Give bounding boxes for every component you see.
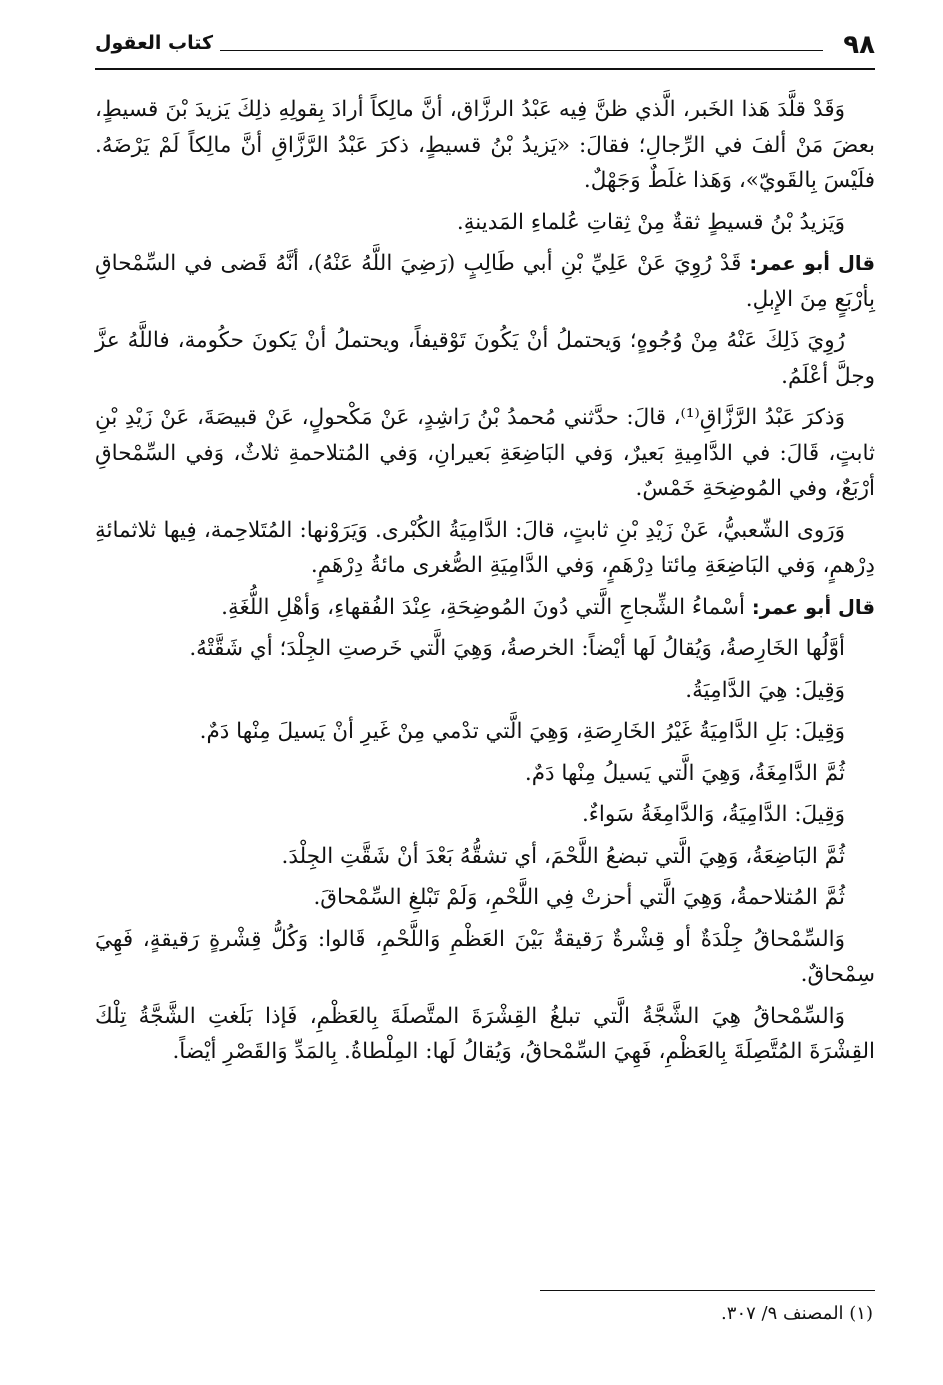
body-text (95, 92, 875, 1076)
paragraph (95, 880, 875, 916)
paragraph-text: وَقِيلَ: هِيَ الدَّامِيَةُ. (685, 677, 845, 703)
paragraph-text: ثُمَّ الدَّامِغَةُ، وَهِيَ الَّتي يَسيلُ مِنْها دَمٌ. (524, 760, 845, 786)
paragraph-text: وَالسِّمْحاقُ هِيَ الشَّجَّةُ الَّتي تبلغُ القِشْرَةَ المتَّصلَةَ بِالعَظْمِ، فَإذا بَلَغتِ الشَّجَّةُ تِلْكَ القِشْرَةَ المُتَّصِلَةَ بِالعَظْمِ، فَهِيَ السِّمْحاقُ، وَيُقالُ لَها: المِلْطاةُ. بِالمَدِّ وَالقَصْرِ أيْضاً. (95, 1003, 875, 1064)
paragraph-text: وَقِيلَ: بَلِ الدَّامِيَةُ غَيْرُ الخَارِصَةِ، وَهِيَ الَّتي تدْمي مِنْ غَيرِ أنْ يَسيلَ مِنْها دَمٌ. (199, 719, 845, 744)
paragraph-text: وَقَدْ قلَّدَ هَذا الخَبر، الَّذي ظنَّ فِيه عَبْدُ الرزَّاق، أنَّ مالِكاً أرادَ بِقولِهِ ذلِكَ يَزيدَ بْنَ قسيطٍ، بعضَ مَنْ ألفَ في الرِّجالِ؛ فقالَ: «يَزيدُ بْنُ قسيطٍ، ذكرَ عَبْدُ الرَّزَّاقِ أنَّ مالِكاً لَمْ يَرْضَهُ. فلَيْسَ بِالقَويّ»، وَهَذا غلَطٌ وَجَهْلٌ. (95, 97, 875, 193)
page-number: ٩٨ (843, 30, 875, 60)
paragraph (95, 714, 875, 750)
paragraph (95, 590, 875, 626)
paragraph (95, 400, 875, 507)
page-header (95, 28, 875, 70)
speaker-label: قال أبو عمر: (751, 595, 875, 619)
header-rule (220, 50, 823, 51)
paragraph-text: أسْماءُ الشِّجاجِ الَّتي دُونَ المُوضِحَةِ، عِنْدَ الفُقهاءِ، وَأهْلِ اللُّغَةِ. (221, 594, 752, 620)
paragraph-text: وَذكرَ عَبْدُ الرَّزَّاقِ⁽¹⁾، قالَ: حدَّثني مُحمدُ بْنُ رَاشِدٍ، عَنْ مَكْحولٍ، عَنْ قبيصَةَ، عَنْ زَيْدِ بْنِ ثابتٍ، قَالَ: في الدَّامِيةِ بَعيرٌ، وَفي البَاضِعَةِ بَعيرانِ، وَفي المُتلاحمةِ ثلاثٌ، وَفي السِّمْحاقِ أرْبَعٌ، وفي المُوضِحَةِ خَمْسٌ. (95, 405, 875, 501)
paragraph (95, 513, 875, 584)
paragraph (95, 756, 875, 792)
paragraph-text: وَالسِّمْحاقُ جِلْدَةٌ أو قِشْرةٌ رَقيقةٌ بَيْنَ العَظْمِ وَاللَّحْمِ، قَالوا: وَكُلُّ قِشْرةٍ رَقيقةٍ، فَهِيَ سِمْحاقٌ. (95, 926, 875, 987)
paragraph (95, 323, 875, 394)
paragraph (95, 246, 875, 317)
paragraph (95, 92, 875, 199)
paragraph-text: ثُمَّ المُتلاحمةُ، وَهِيَ الَّتي أحزتْ فِي اللَّحْمِ، وَلَمْ تَبْلغِ السِّمْحاقَ. (313, 885, 845, 910)
paragraph (95, 673, 875, 709)
paragraph (95, 922, 875, 993)
paragraph-text: وَيَزيدُ بْنُ قسيطٍ ثقةٌ مِنْ ثِقاتِ عُلماءِ المَدينةِ. (456, 209, 845, 235)
paragraph-text: قَدْ رُوِيَ عَنْ عَلِيِّ بْنِ أبي طَالِبٍ (رَضِيَ اللَّهُ عَنْهُ)، أنَّهُ قَضى في السِّمْحاقِ بِأرْبَعٍ مِنَ الإِبلِ. (95, 251, 875, 312)
paragraph (95, 205, 875, 241)
footnote: (١) المصنف ٩/ ٣٠٧. (721, 1303, 873, 1324)
paragraph-text: وَقِيلَ: الدَّامِيَةُ، وَالدَّامِغَةُ سَواءٌ. (581, 802, 845, 827)
paragraph-text: ثُمَّ البَاضِعَةُ، وَهِيَ الَّتي تبضعُ اللَّحْمَ، أي تشقُّهُ بَعْدَ أنْ شَقَّتِ الجِلْدَ. (281, 843, 845, 869)
paragraph (95, 797, 875, 833)
footnote-separator (540, 1290, 875, 1291)
paragraph-text: أوَّلُها الخَارِصةُ، وَيُقالُ لَها أيْضاً: الخرصةُ، وَهِيَ الَّتي خَرصتِ الجِلْدَ؛ أي شَقَّتْهُ. (189, 636, 845, 661)
paragraph (95, 631, 875, 667)
paragraph-text: رُوِيَ ذَلِكَ عَنْهُ مِنْ وُجُوهٍ؛ وَيحتملُ أنْ يَكُونَ تَوْقيفاً، ويحتملُ أنْ يَكونَ حكُومة، فاللَّهُ عزَّ وجلَّ أعْلَمُ. (95, 328, 875, 389)
paragraph-text: وَرَوى الشّعبيُّ، عَنْ زَيْدِ بْنِ ثابتٍ، قالَ: الدَّامِيَةُ الكُبْرى. وَيَرَوْنها: المُتَلاحِمة، فِيها ثلاثمائةِ دِرْهمٍ، وَفي البَاضِعَةِ مِائتا دِرْهَمٍ، وَفي الدَّامِيَةِ الصُّغرى مائةُ دِرْهَمٍ. (95, 517, 875, 578)
paragraph (95, 999, 875, 1070)
paragraph (95, 839, 875, 875)
book-title: كتاب العقول (95, 32, 214, 54)
speaker-label: قال أبو عمر: (749, 252, 875, 275)
